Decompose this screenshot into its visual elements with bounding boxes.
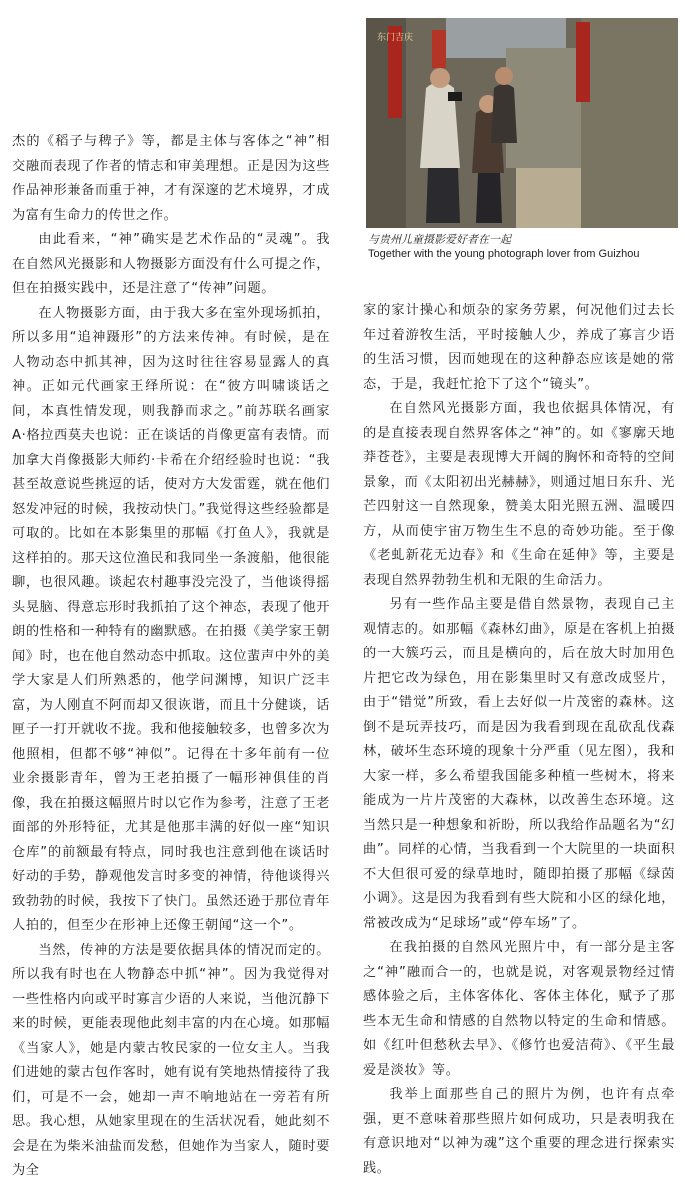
right-red-couplet: [576, 22, 590, 102]
older-child: [491, 84, 517, 143]
camera-icon: [448, 92, 462, 101]
courtyard-ground: [516, 168, 581, 228]
left-couplet-text: [377, 31, 413, 43]
paragraph: 杰的《稻子与稗子》等，都是主体与客体之“神”相交融而表现了作者的情志和审美理想。正是因为这些作品神形兼备而重于神，才有深邃的艺术境界，才成为富有生命力的传世之作。: [12, 134, 330, 223]
caption-chinese: 与贵州儿童摄影爱好者在一起: [368, 233, 511, 246]
photo-illustration: [366, 18, 678, 228]
couplet-char: 东门吉庆: [376, 33, 414, 43]
left-text-column: [12, 130, 330, 1184]
paragraph: 在我拍摄的自然风光照片中，有一部分是主客之“神”融而合一的，也就是说，对客观景物经过情感体验之后，主体客体化、客体主体化，赋予了那些本无生命和情感的自然物以特定的生命和情感。如《红叶但愁秋去早》、《修竹也爱洁荷》、《平生最爱是淡妆》等。: [363, 940, 675, 1078]
paragraph: 当然，传神的方法是要依据具体的情况而定的。所以我有时也在人物静态中抓“神”。因为我觉得对一些性格内向或平时寡言少语的人来说，当他沉静下来的时候，更能表现他此刻丰富的内在心境。如那幅《当家人》，她是内蒙古牧民家的一位女主人。当我们进她的蒙古包作客时，她有说有笑地热情接待了我们，可是不一会，她却一声不响地站在一旁若有所思。我心想，从她家里现在的生活状况看，她此刻不会是在为柴米油盐而发愁，但她作为当家人，随时要为全: [12, 942, 330, 1178]
photo-with-young-photographers: [366, 18, 678, 228]
red-banner: [432, 30, 446, 68]
right-stone-wall: [581, 18, 678, 228]
adult-head: [430, 68, 450, 88]
child-trousers: [476, 173, 502, 223]
caption-english: Together with the young photograph lover from Guizhou: [368, 248, 640, 260]
paragraph: 由此看来，“神”确实是艺术作品的“灵魂”。我在自然风光摄影和人物摄影方面没有什么可提之作，但在拍摄实践中，还是注意了“传神”问题。: [12, 232, 330, 296]
paragraph: 在自然风光摄影方面，我也依据具体情况，有的是直接表现自然界客体之“神”的。如《寥廓天地莽苍苍》，主要是表现博大开阔的胸怀和奇特的空间景象，而《太阳初出光赫赫》，则通过旭日东升、光芒四射这一自然现象，赞美太阳光照五洲、温暖四方，从而使宇宙万物生生不息的奇妙功能。至于像《老虬新花无边春》和《生命在延伸》等，主要是表现自然界勃勃生机和无限的生命活力。: [363, 401, 675, 588]
paragraph: 另有一些作品主要是借自然景物，表现自己主观情志的。如那幅《森林幻曲》，原是在客机上拍摄的一大簇巧云，而且是横向的，后在放大时加用色片把它改为绿色，用在影集里时又有意改成竖片，由于“错觉”所致，看上去好似一片茂密的森林。这倒不是玩弄技巧，而是因为我看到现在乱砍乱伐森林，破坏生态环境的现象十分严重（见左图），我和大家一样，多么希望我国能多种植一些树木，将来能成为一片片茂密的大森林，以改善生态环境。这当然只是一种想象和祈盼，所以我给作品题名为“幻曲”。同样的心情，当我看到一个大院里的一块面积不大但很可爱的绿草地时，随即拍摄了那幅《绿茵小调》。这是因为我看到有些大院和小区的绿化地，常被改成为“足球场”或“停车场”了。: [363, 597, 675, 931]
right-text-column: [363, 299, 675, 1181]
adult-trousers: [426, 168, 460, 223]
older-child-head: [495, 67, 513, 85]
paragraph: 在人物摄影方面，由于我大多在室外现场抓拍，所以多用“追神蹑形”的方法来传神。有时候，是在人物动态中抓其神，因为这时往往容易显露人的真神。正如元代画家王绎所说：在“彼方叫啸谈话之间，本真性情发现，则我静而求之。”前苏联名画家А·格拉西莫夫也说：正在谈话的肖像更富有表情。而加拿大肖像摄影大师约·卡希在介绍经验时也说：“我甚至故意说些挑逗的话，使对方大发雷霆，就在他们怒发冲冠的时候，我按动快门。”我觉得这些经验都是可取的。比如在本影集里的那幅《打鱼人》，我就是这样拍的。那天这位渔民和我同坐一条渡船，他很能聊，也很风趣。谈起农村趣事没完没了，当他谈得摇头晃脑、得意忘形时我抓拍了这个神态，表现了他开朗的性格和一种特有的幽默感。在拍摄《美学家王朝闻》时，也在他自然动态中抓取。这位蜚声中外的美学大家是人们所熟悉的，他学问渊博，知识广泛丰富，为人刚直不阿而却又很诙谐，而且十分健谈，话匣子一打开就收不拢。我和他接触较多，也曾多次为他照相，但都不够“神似”。记得在十多年前有一位业余摄影青年，曾为王老拍摄了一幅形神俱佳的肖像，我在拍摄这幅照片时以它作为参考，注意了王老面部的外形特征，尤其是他那丰满的好似一座“知识仓库”的前额最有特点，同时我也注意到他在谈话时好动的手势，静观他发言时多变的神情，待他谈得兴致勃勃的时候，我按下了快门。虽然还逊于那位青年人拍的，但至少在形神上还像王朝闻“这一个”。: [12, 305, 330, 933]
photo-caption: [368, 232, 678, 261]
doorway-view: [506, 48, 581, 168]
paragraph: 家的家计操心和烦杂的家务劳累，何况他们过去长年过着游牧生活，平时接触人少，养成了寡言少语的生活习惯，因而她现在的这种静态应该是她的常态，于是，我赶忙抢下了这个“镜头”。: [363, 303, 675, 392]
paragraph: 我举上面那些自己的照片为例，也许有点牵强，更不意味着那些照片如何成功，只是表明我在有意识地对“以神为魂”这个重要的理念进行探索实践。: [363, 1087, 675, 1176]
